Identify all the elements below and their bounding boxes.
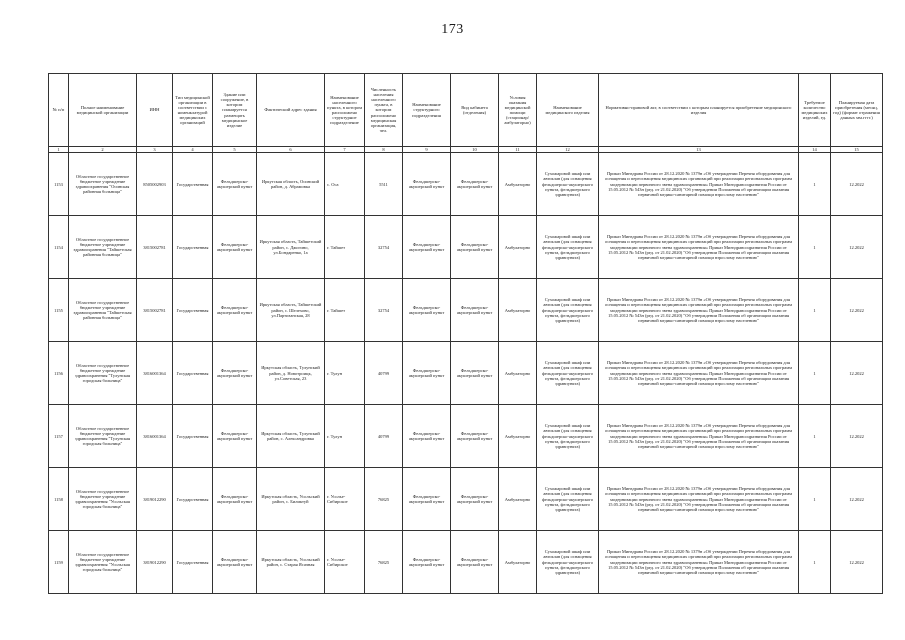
org-name: Областное государственное бюджетное учреждение здравоохранения "Усольская городская больница" — [69, 531, 137, 594]
care-conditions: Амбулаторно — [499, 216, 537, 279]
device-name: Сухожаровой шкаф или автоклав (для оснащения фельдшерско-акушерского пункта, фельдшерского здравпункта) — [537, 279, 599, 342]
inn: 3815002781 — [137, 279, 173, 342]
purchase-date: 12.2022 — [831, 531, 883, 594]
header-cabinet: Вид кабинета (отделения) — [451, 74, 499, 147]
org-type: Государственная — [173, 531, 213, 594]
population: 76825 — [365, 468, 403, 531]
header-unit: Наименование структурного подразделения — [403, 74, 451, 147]
table-row — [49, 216, 883, 279]
inn: 3816001364 — [137, 405, 173, 468]
table-row — [49, 153, 883, 216]
structural-unit: Фельдшерско-акушерский пункт — [403, 153, 451, 216]
care-conditions: Амбулаторно — [499, 342, 537, 405]
structural-unit: Фельдшерско-акушерский пункт — [403, 531, 451, 594]
building: Фельдшерско-акушерский пункт — [213, 342, 257, 405]
header-date: Планируемая дата приобретения (месяц, год) (формат отражения данных мм.гггг.) — [831, 74, 883, 147]
row-number: 1158 — [49, 468, 69, 531]
column-number: 10 — [451, 147, 499, 153]
legal-act: Приказ Минздрава России от 28.12.2020 № 1379н «Об утверждении Перечня оборудования для оснащения и переоснащения медицинских организаций при реализации региональных программ модернизации первичного звена здравоохранения» Приказ Минздравсоцразвития России от 15.05.2012 № 543н (ред. от 21.02.2020) "Об утверждении Положения об организации оказания первичной медико-санитарной помощи взрослому населению" — [599, 531, 799, 594]
legal-act: Приказ Минздрава России от 28.12.2020 № 1379н «Об утверждении Перечня оборудования для оснащения и переоснащения медицинских организаций при реализации региональных программ модернизации первичного звена здравоохранения» Приказ Минздравсоцразвития России от 15.05.2012 № 543н (ред. от 21.02.2020) "Об утверждении Положения об организации оказания первичной медико-санитарной помощи взрослому населению" — [599, 153, 799, 216]
org-name: Областное государственное бюджетное учреждение здравоохранения "Усольская городская больница" — [69, 468, 137, 531]
row-number: 1157 — [49, 405, 69, 468]
header-type: Тип медицинской организации в соответствии с номенклатурой медицинских организаций — [173, 74, 213, 147]
quantity: 1 — [799, 216, 831, 279]
org-name: Областное государственное бюджетное учреждение здравоохранения "Тайшетская районная больница" — [69, 216, 137, 279]
org-type: Государственная — [173, 153, 213, 216]
building: Фельдшерско-акушерский пункт — [213, 279, 257, 342]
legal-act: Приказ Минздрава России от 28.12.2020 № 1379н «Об утверждении Перечня оборудования для оснащения и переоснащения медицинских организаций при реализации региональных программ модернизации первичного звена здравоохранения» Приказ Минздравсоцразвития России от 15.05.2012 № 543н (ред. от 21.02.2020) "Об утверждении Положения об организации оказания первичной медико-санитарной помощи взрослому населению" — [599, 342, 799, 405]
structural-unit: Фельдшерско-акушерский пункт — [403, 279, 451, 342]
column-number: 1 — [49, 147, 69, 153]
page-number: 173 — [441, 22, 464, 37]
care-conditions: Амбулаторно — [499, 405, 537, 468]
column-number: 4 — [173, 147, 213, 153]
address: Иркутская область, Усольский район, с. Старая Ясачная — [257, 531, 325, 594]
locality: г. Тулун — [325, 342, 365, 405]
purchase-date: 12.2022 — [831, 342, 883, 405]
table-row — [49, 531, 883, 594]
locality: г. Усолье-Сибирское — [325, 531, 365, 594]
structural-unit: Фельдшерско-акушерский пункт — [403, 468, 451, 531]
table-row — [49, 279, 883, 342]
address: Иркутская область, Тайшетский район, с. Шелехово, ул.Партизанская, 28 — [257, 279, 325, 342]
cabinet: Фельдшерско-акушерский пункт — [451, 468, 499, 531]
structural-unit: Фельдшерско-акушерский пункт — [403, 216, 451, 279]
population: 40799 — [365, 342, 403, 405]
care-conditions: Амбулаторно — [499, 279, 537, 342]
inn: 3816001364 — [137, 342, 173, 405]
org-type: Государственная — [173, 405, 213, 468]
quantity: 1 — [799, 153, 831, 216]
care-conditions: Амбулаторно — [499, 531, 537, 594]
cabinet: Фельдшерско-акушерский пункт — [451, 342, 499, 405]
address: Иркутская область, Тулунский район, с. Александровка — [257, 405, 325, 468]
header-num: № п/п — [49, 74, 69, 147]
column-number: 7 — [325, 147, 365, 153]
locality: г. Усолье-Сибирское — [325, 468, 365, 531]
org-name: Областное государственное бюджетное учреждение здравоохранения "Осинская районная больница" — [69, 153, 137, 216]
quantity: 1 — [799, 405, 831, 468]
address: Иркутская область, Осинский район, д. Абрамовка — [257, 153, 325, 216]
purchase-date: 12.2022 — [831, 153, 883, 216]
inn: 3819012290 — [137, 531, 173, 594]
address: Иркутская область, Усольский район, с. Биликтуй — [257, 468, 325, 531]
row-number: 1155 — [49, 279, 69, 342]
legal-act: Приказ Минздрава России от 28.12.2020 № 1379н «Об утверждении Перечня оборудования для оснащения и переоснащения медицинских организаций при реализации региональных программ модернизации первичного звена здравоохранения» Приказ Минздравсоцразвития России от 15.05.2012 № 543н (ред. от 21.02.2020) "Об утверждении Положения об организации оказания первичной медико-санитарной помощи взрослому населению" — [599, 216, 799, 279]
cabinet: Фельдшерско-акушерский пункт — [451, 153, 499, 216]
purchase-date: 12.2022 — [831, 279, 883, 342]
org-type: Государственная — [173, 216, 213, 279]
org-name: Областное государственное бюджетное учреждение здравоохранения "Тулунская городская больница" — [69, 342, 137, 405]
column-number: 13 — [599, 147, 799, 153]
column-number: 12 — [537, 147, 599, 153]
column-number: 9 — [403, 147, 451, 153]
column-number: 2 — [69, 147, 137, 153]
header-address: Фактический адрес здания — [257, 74, 325, 147]
header-device: Наименование медицинского изделия — [537, 74, 599, 147]
header-act: Нормативно-правовой акт, в соответствии с которым планируется приобретение медицинского изделия — [599, 74, 799, 147]
table-row — [49, 342, 883, 405]
population: 5511 — [365, 153, 403, 216]
building: Фельдшерско-акушерский пункт — [213, 405, 257, 468]
locality: с. Оса — [325, 153, 365, 216]
locality: г. Тайшет — [325, 279, 365, 342]
org-type: Государственная — [173, 468, 213, 531]
column-number: 11 — [499, 147, 537, 153]
device-name: Сухожаровой шкаф или автоклав (для оснащения фельдшерско-акушерского пункта, фельдшерского здравпункта) — [537, 468, 599, 531]
header-population: Численность населения населенного пункта, в котором расположено медицинская организация, чел. — [365, 74, 403, 147]
population: 76825 — [365, 531, 403, 594]
row-number: 1154 — [49, 216, 69, 279]
row-number: 1156 — [49, 342, 69, 405]
header-building: Здание или сооружение, в котором планируется размещать медицинское изделие — [213, 74, 257, 147]
table-body — [49, 153, 883, 594]
column-number: 15 — [831, 147, 883, 153]
structural-unit: Фельдшерско-акушерский пункт — [403, 405, 451, 468]
header-conditions: Условия оказания медицинской помощи (стационар/амбулаторно) — [499, 74, 537, 147]
cabinet: Фельдшерско-акушерский пункт — [451, 405, 499, 468]
purchase-date: 12.2022 — [831, 468, 883, 531]
building: Фельдшерско-акушерский пункт — [213, 216, 257, 279]
column-number: 3 — [137, 147, 173, 153]
device-name: Сухожаровой шкаф или автоклав (для оснащения фельдшерско-акушерского пункта, фельдшерского здравпункта) — [537, 342, 599, 405]
row-number: 1159 — [49, 531, 69, 594]
legal-act: Приказ Минздрава России от 28.12.2020 № 1379н «Об утверждении Перечня оборудования для оснащения и переоснащения медицинских организаций при реализации региональных программ модернизации первичного звена здравоохранения» Приказ Минздравсоцразвития России от 15.05.2012 № 543н (ред. от 21.02.2020) "Об утверждении Положения об организации оказания первичной медико-санитарной помощи взрослому населению" — [599, 279, 799, 342]
quantity: 1 — [799, 468, 831, 531]
population: 32754 — [365, 279, 403, 342]
row-number: 1153 — [49, 153, 69, 216]
address: Иркутская область, Тайшетский район, с. Джогино, ул.Бондаренко, 1а — [257, 216, 325, 279]
table-row — [49, 405, 883, 468]
building: Фельдшерско-акушерский пункт — [213, 531, 257, 594]
column-number: 6 — [257, 147, 325, 153]
inn: 3819012290 — [137, 468, 173, 531]
registry-table — [48, 73, 883, 594]
inn: 3815002781 — [137, 216, 173, 279]
org-type: Государственная — [173, 342, 213, 405]
device-name: Сухожаровой шкаф или автоклав (для оснащения фельдшерско-акушерского пункта, фельдшерского здравпункта) — [537, 153, 599, 216]
header-row — [49, 74, 883, 147]
quantity: 1 — [799, 279, 831, 342]
header-org: Полное наименование медицинской организации — [69, 74, 137, 147]
column-number: 14 — [799, 147, 831, 153]
structural-unit: Фельдшерско-акушерский пункт — [403, 342, 451, 405]
purchase-date: 12.2022 — [831, 216, 883, 279]
header-locality: Наименование населенного пункта, в котором расположено структурное подразделение — [325, 74, 365, 147]
org-type: Государственная — [173, 279, 213, 342]
population: 32754 — [365, 216, 403, 279]
building: Фельдшерско-акушерский пункт — [213, 468, 257, 531]
cabinet: Фельдшерско-акушерский пункт — [451, 216, 499, 279]
cabinet: Фельдшерско-акушерский пункт — [451, 279, 499, 342]
locality: г. Тулун — [325, 405, 365, 468]
cabinet: Фельдшерско-акушерский пункт — [451, 531, 499, 594]
quantity: 1 — [799, 531, 831, 594]
legal-act: Приказ Минздрава России от 28.12.2020 № 1379н «Об утверждении Перечня оборудования для оснащения и переоснащения медицинских организаций при реализации региональных программ модернизации первичного звена здравоохранения» Приказ Минздравсоцразвития России от 15.05.2012 № 543н (ред. от 21.02.2020) "Об утверждении Положения об организации оказания первичной медико-санитарной помощи взрослому населению" — [599, 405, 799, 468]
device-name: Сухожаровой шкаф или автоклав (для оснащения фельдшерско-акушерского пункта, фельдшерского здравпункта) — [537, 405, 599, 468]
org-name: Областное государственное бюджетное учреждение здравоохранения "Тайшетская районная больница" — [69, 279, 137, 342]
quantity: 1 — [799, 342, 831, 405]
care-conditions: Амбулаторно — [499, 153, 537, 216]
address: Иркутская область, Тулунский район, д. Новотроицк, ул.Советская, 23 — [257, 342, 325, 405]
column-number: 8 — [365, 147, 403, 153]
purchase-date: 12.2022 — [831, 405, 883, 468]
building: Фельдшерско-акушерский пункт — [213, 153, 257, 216]
locality: г. Тайшет — [325, 216, 365, 279]
table-row — [49, 468, 883, 531]
legal-act: Приказ Минздрава России от 28.12.2020 № 1379н «Об утверждении Перечня оборудования для оснащения и переоснащения медицинских организаций при реализации региональных программ модернизации первичного звена здравоохранения» Приказ Минздравсоцразвития России от 15.05.2012 № 543н (ред. от 21.02.2020) "Об утверждении Положения об организации оказания первичной медико-санитарной помощи взрослому населению" — [599, 468, 799, 531]
header-qty: Требуемое количество медицинских изделий, ед. — [799, 74, 831, 147]
column-number: 5 — [213, 147, 257, 153]
device-name: Сухожаровой шкаф или автоклав (для оснащения фельдшерско-акушерского пункта, фельдшерского здравпункта) — [537, 531, 599, 594]
device-name: Сухожаровой шкаф или автоклав (для оснащения фельдшерско-акушерского пункта, фельдшерского здравпункта) — [537, 216, 599, 279]
population: 40799 — [365, 405, 403, 468]
org-name: Областное государственное бюджетное учреждение здравоохранения "Тулунская городская больница" — [69, 405, 137, 468]
care-conditions: Амбулаторно — [499, 468, 537, 531]
inn: 8505002903 — [137, 153, 173, 216]
header-inn: ИНН — [137, 74, 173, 147]
